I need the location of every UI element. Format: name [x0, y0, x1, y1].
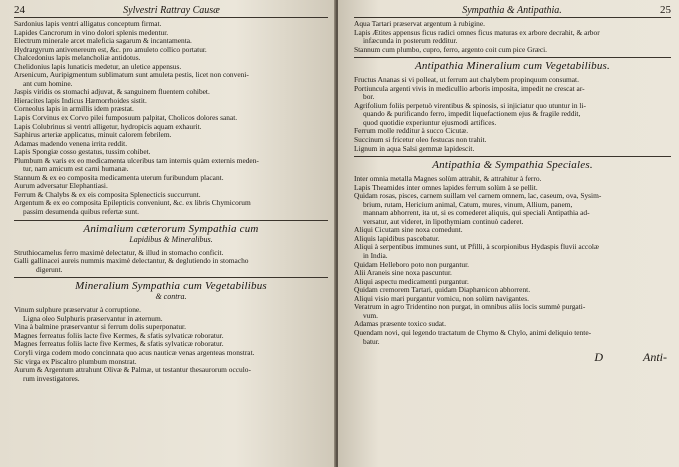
text-line: Aliqui aspectu medicamenti purgantur. [354, 277, 469, 286]
text-line: passim desumenda quibus refertæ sunt. [23, 208, 139, 217]
text-line: versatur, aut videret, in lipothymiam continuò caderet. [363, 217, 524, 226]
text-line: Aliqui à serpentibus immunes sunt, ut Pfilli, à scorpionibus Hydaspis fluvii accolæ [354, 243, 599, 252]
left-block-3 [14, 306, 328, 383]
text-line: Coryli virga codem modo concinnata quo acus nauticæ venas argenteas monstrat. [14, 348, 255, 357]
section-rule [354, 57, 671, 58]
text-line: Alii Araneis sine noxa pascuntur. [354, 269, 452, 278]
text-line: digerunt. [36, 265, 63, 274]
catchword: Anti- [643, 350, 667, 365]
text-line: Lignum in aqua Salsi gemmæ lapidescit. [354, 144, 475, 153]
text-line: Ferrum & Chalybs & ex eis composita Splenecticis succurrunt. [14, 190, 201, 199]
signature-mark: D [594, 350, 603, 365]
text-line: Jaspis viridis os stomachi adjuvat, & sanguinem fluentem cohibet. [14, 88, 210, 97]
text-line: Chelidonius lapis lunaticis medetur, an uletice appensus. [14, 62, 182, 71]
text-line: Portiuncula argenti vivis in medicullio arboris imposita, impedit ne crescat ar- [354, 84, 585, 93]
text-line: Vina à balmine præservantur si ferrum dolis superponatur. [14, 323, 186, 332]
text-line: Electrum minerale arcet maleficia sagarum & incantamenta. [14, 37, 192, 46]
text-line: brium, rutam, Hericium animal, Catum, mures, vinum, Allium, panem, [363, 200, 573, 209]
text-line: batur. [363, 337, 380, 346]
text-line: Magnes ferreatus foliis lacte five Kermes, & sfatis sylvaticæ roboratur. [14, 331, 224, 340]
text-line: Hieracites lapis Indicus Hæmorrhoides sistit. [14, 96, 147, 105]
text-line: Inter omnia metalla Magnes solùm attrahit, & attrahitur à ferro. [354, 175, 542, 184]
text-line: Lapides Cancrorum in vino dolori splenis medentur. [14, 28, 169, 37]
text-line: Stannum cum plumbo, cupro, ferro, argento coit cum pice Græci. [354, 45, 547, 54]
text-line: Argentum & ex eo composita Epilepticis conveniunt, &c. ex libris Chymicorum [14, 199, 251, 208]
text-line: Lapis Theamides inter omnes lapides ferrum solùm à se pellit. [354, 183, 538, 192]
left-page-number: 24 [14, 4, 25, 16]
section-title-antipathia-speciales: Antipathia & Sympathia Speciales. [432, 159, 593, 172]
text-line: Lapis Corvinus ex Corvo pilei fumposuum palpitat, Cholicos dolores sanat. [14, 114, 238, 123]
text-line: Aliquis lapidibus pascebatur. [354, 234, 440, 243]
text-line: Plumbum & varis ex eo medicamenta ulceribus tam internis quàm externis meden- [14, 156, 259, 165]
text-line: Veratrum in agro Tridentino non purgat, in omnibus aliis locis summè purgati- [354, 303, 586, 312]
left-block-1 [14, 20, 328, 217]
text-line: ant cum homine. [23, 79, 73, 88]
text-line: Aurum adversatur Elephantiasi. [14, 182, 108, 191]
text-line: Lapis Spongiæ cosso gestatus, tussim cohibet. [14, 148, 151, 157]
text-line: Magnes ferreatus foliis lacte five Kermes, & sfatis sylvaticæ roboratur. [14, 340, 224, 349]
section-rule [14, 220, 328, 221]
section-rule [14, 277, 328, 278]
text-line: vum. [363, 311, 378, 320]
text-line: mannam abhorrent, ita ut, si es comederet aliquis, qui speciali Antipathia ad- [363, 209, 590, 218]
section-subtitle-animalium: Lapidibus & Mineralibus. [129, 234, 213, 244]
text-line: infæcunda in posterum redditur. [363, 37, 458, 46]
text-line: tur, nam amicum est carni humanæ. [23, 165, 129, 174]
right-page-header [354, 4, 671, 18]
right-running-head: Sympathia & Antipathia. [462, 5, 562, 16]
text-line: Lapis Ætites appensus ficus radici omnes ficus maturas ex arbore decrahit, & arbor [354, 28, 600, 37]
section-title-animalium: Animalium cæterorum Sympathia cum [83, 222, 259, 235]
text-line: in India. [363, 252, 388, 261]
text-line: quod quotidie experiuntur ejusmodi artifices. [363, 118, 497, 127]
text-line: Vinum sulphure præservatur à corruptione. [14, 306, 142, 315]
text-line: Ferrum molle redditur à succo Cicutæ. [354, 127, 469, 136]
left-page-header [14, 4, 328, 18]
text-line: rum investigatores. [23, 374, 80, 383]
text-line: Adamas præsente toxico sudat. [354, 320, 446, 329]
text-line: Lapis Colubrinus si ventri alligetur, hydropicis aquam exhaurit. [14, 122, 202, 131]
section-title-mineralium: Mineralium Sympathia cum Vegetabilibus [75, 280, 267, 293]
text-line: Agrifolium foliis perpetuò virentibus & spinosis, si injiciatur quo utuntur in li- [354, 101, 586, 110]
left-running-head: Sylvestri Rattray Causæ [123, 5, 220, 16]
section-rule [354, 156, 671, 157]
text-line: Sardonius lapis ventri alligatus conceptum firmat. [14, 20, 162, 28]
text-line: Quidam Helleboro poto non purgantur. [354, 260, 470, 269]
text-line: Quendam novi, qui legendo tractatum de Chymo & Chylo, animi deliquio tente- [354, 328, 592, 337]
right-block-3 [354, 175, 671, 346]
text-line: Hydrargyrum antivenereum est, &c. pro amuleto collico portatur. [14, 45, 207, 54]
text-line: Quidam rosas, pisces, carnem suillam vel carnem omnem, lac, caseum, ova, Sysim- [354, 192, 602, 201]
text-line: Sic virga ex Piscaltro plumbum monstrat. [14, 357, 137, 366]
text-line: Galli gallinacei aureis nummis maximè delectantur, & deglutiendo in stomacho [14, 257, 249, 266]
text-line: Saphirus arteriæ applicatus, minuit calorem febrilem. [14, 131, 172, 140]
text-line: Quidam cremorem Tartari, quidam Diaphænicon abhorrent. [354, 286, 531, 295]
text-line: Struthiocamelus ferro maximè delectatur, & illud in stomacho conficit. [14, 248, 224, 257]
right-block-1 [354, 20, 671, 54]
text-line: Stannum & ex eo composita medicamenta uterum furibundum placant. [14, 173, 224, 182]
right-page [338, 0, 679, 467]
section-subtitle-mineralium: & contra. [155, 292, 187, 302]
text-line: Aurum & Argentum attrahunt Olivæ & Palmæ, ut testantur thesaurorum occulo- [14, 366, 251, 375]
right-page-footer [354, 350, 671, 365]
text-line: Chalcedonius lapis melancholiæ antidotus. [14, 54, 141, 63]
text-line: Adamas madendo venena irrita reddit. [14, 139, 128, 148]
text-line: Aliqui Cicutam sine noxa comedunt. [354, 226, 463, 235]
right-page-number: 25 [659, 4, 671, 16]
left-block-2 [14, 249, 328, 275]
right-block-2 [354, 76, 671, 153]
text-line: Fructus Ananas si vi polleat, ut ferrum aut chalybem propinquum consumat. [354, 76, 579, 85]
text-line: Ligna oleo Sulphuris præservantur in æternum. [23, 314, 163, 323]
text-line: Corneolus lapis in armillis idem præstat. [14, 105, 134, 114]
section-title-antipathia-mineralium: Antipathia Mineralium cum Vegetabilibus. [415, 60, 610, 73]
text-line: Arsenicum, Auripigmentum sublimatum sunt amuleta pestis, licet non conveni- [14, 71, 249, 80]
text-line: Aliqui visio mari purgantur vomicu, non solùm navigantes. [354, 294, 529, 303]
text-line: quando & purificando ferro, impedit liquefactionem ejus & fragile reddit, [363, 110, 581, 119]
left-page [0, 0, 336, 467]
text-line: Succinum si fricetur oleo festucas non trahit. [354, 136, 487, 145]
text-line: Aqua Tartari præservat argentum à rubigine. [354, 20, 485, 28]
text-line: bor. [363, 93, 375, 102]
